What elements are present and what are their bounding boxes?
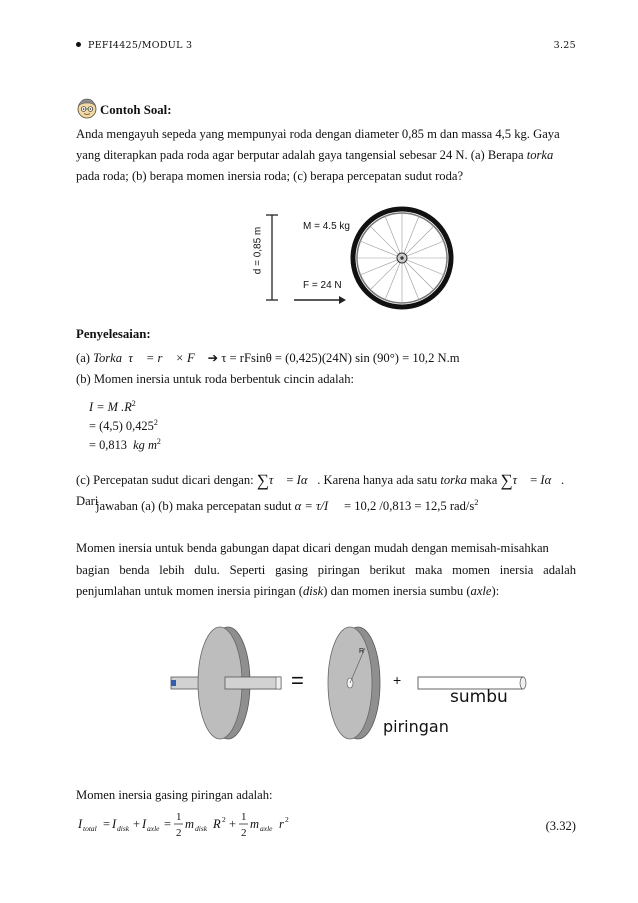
b-eq-3-unit: kg m	[133, 438, 157, 452]
composite-line-3	[76, 581, 576, 603]
svg-text:2: 2	[285, 815, 289, 824]
problem-paragraph	[76, 124, 576, 187]
mass-label: M = 4.5 kg	[303, 221, 350, 232]
example-heading	[76, 97, 376, 121]
module-label: PEFI4425/MODUL 3	[88, 40, 193, 51]
b-eq-2-text: = (4,5) 0,425	[89, 419, 154, 433]
wheel-diagram	[250, 203, 460, 313]
implies-arrow: ➔	[207, 351, 219, 365]
final-equation	[76, 806, 376, 846]
solution-a	[76, 348, 576, 369]
composite-line-3-c: ):	[491, 584, 500, 598]
c-line-2-alpha: α = τ/I	[294, 499, 329, 513]
problem-line-1: Anda mengayuh sepeda yang mempunyai roda dengan diameter 0,85 m dan massa 4,5 kg. Gaya	[76, 127, 560, 141]
header-page-number: 3.25	[553, 40, 576, 51]
svg-text:I: I	[112, 817, 117, 831]
svg-text:disk: disk	[195, 824, 208, 833]
svg-text:axle: axle	[147, 824, 160, 833]
svg-text:I: I	[78, 817, 83, 831]
composite-line-2: bagian benda lebih dulu. Seperti gasing piringan berikut maka momen inersia adalah	[76, 562, 576, 577]
moment-inertia-equation	[76, 806, 306, 846]
problem-line-2	[76, 145, 576, 166]
b-eq-2: = (4,5) 0,425$^2$	[89, 417, 158, 433]
solution-title: Penyelesaian:	[76, 327, 151, 341]
b-eq-3-text: = 0,813	[89, 438, 127, 452]
header-module	[76, 40, 192, 51]
problem-torka: torka	[526, 148, 554, 162]
plus-sign: +	[393, 672, 402, 688]
svg-text:2: 2	[241, 827, 247, 839]
c-text-4: . Dari	[76, 473, 565, 508]
teacher-icon	[76, 97, 98, 119]
solution-a-torka: Torka	[93, 351, 123, 365]
force-label: F = 24 N	[303, 280, 342, 291]
c-text-1: (c) Percepatan sudut dicari dengan:	[76, 473, 254, 487]
svg-text:+: +	[229, 817, 237, 831]
b-eq-3: = 0,813 kg $m^2$	[89, 436, 161, 452]
equation-number: (3.32)	[545, 819, 576, 833]
solution-b-equations	[89, 398, 161, 455]
svg-text:1: 1	[241, 811, 247, 823]
wheel-figure	[250, 203, 460, 313]
svg-text:2: 2	[222, 815, 226, 824]
c-line-2-b: = 10,2 /0,813 = 12,5 rad/s	[343, 499, 475, 513]
b-eq-1-text: I = M .R	[89, 400, 132, 414]
diameter-label: d = 0,85 m	[252, 226, 264, 275]
solution-b-text: (b) Momen inersia untuk roda berbentuk cincin adalah:	[76, 372, 355, 386]
c-text-2: . Karena hanya ada satu	[317, 473, 438, 487]
composite-line-3-a: penjumlahan untuk momen inersia piringan (	[76, 584, 303, 598]
svg-text:r: r	[279, 817, 284, 831]
solution-a-result: τ = rFsinθ = (0,425)(24N) sin (90°) = 10,2 N.m	[221, 351, 460, 365]
top-figure	[165, 620, 535, 745]
svg-text:=: =	[103, 817, 111, 831]
radius-label: R	[359, 648, 365, 655]
svg-text:I: I	[142, 817, 147, 831]
composite-line-1: Momen inersia untuk benda gabungan dapat dicari dengan mudah dengan memisah-misahkan	[76, 541, 549, 555]
solution-a-prefix: (a)	[76, 351, 90, 365]
svg-text:total: total	[83, 824, 97, 833]
page-header	[76, 40, 576, 54]
final-text: Momen inersia gasing piringan adalah:	[76, 788, 273, 802]
c-line-2-a: jawaban (a) (b) maka percepatan sudut	[96, 499, 292, 513]
bullet-icon	[76, 42, 81, 47]
svg-text:=: =	[164, 817, 172, 831]
axle-label: sumbu	[450, 687, 508, 707]
svg-text:m: m	[185, 817, 195, 831]
torque-vector-formula: τ⃗ = r⃗ × F⃗	[125, 351, 208, 365]
disk-axle-diagram	[165, 620, 535, 745]
sum-torque-formula-1: ∑τ⃗ = Iα⃗	[256, 471, 318, 490]
svg-text:m: m	[250, 817, 260, 831]
svg-text:2: 2	[176, 827, 182, 839]
svg-text:disk: disk	[117, 824, 130, 833]
equals-sign: =	[291, 668, 304, 693]
composite-axle: axle	[470, 584, 492, 598]
composite-line-3-b: ) dan momen inersia sumbu (	[323, 584, 471, 598]
composite-paragraph	[76, 538, 576, 603]
problem-line-2-text: yang diterapkan pada roda agar berputar adalah gaya tangensial sebesar 24 N. (a) Berapa	[76, 148, 524, 162]
composite-disk: disk	[302, 584, 324, 598]
b-eq-1: I = M $.R^2$	[89, 398, 136, 414]
svg-text:1: 1	[176, 811, 182, 823]
example-title: Contoh Soal:	[100, 103, 172, 117]
svg-text:+: +	[133, 817, 141, 831]
solution-c-line-2: jawaban (a) (b) maka percepatan sudut α = τ/I = 10,2 /0,813 = 12,5 rad/$s^2$	[96, 497, 479, 513]
c-text-3: maka	[470, 473, 498, 487]
c-torka: torka	[440, 473, 467, 487]
svg-text:axle: axle	[260, 824, 273, 833]
disk-label: piringan	[383, 717, 449, 736]
sum-torque-formula-2: ∑τ⃗ = Iα⃗	[500, 471, 561, 490]
svg-text:R: R	[213, 817, 221, 831]
problem-line-3: pada roda; (b) berapa momen inersia roda; (c) berapa percepatan sudut roda?	[76, 169, 464, 183]
